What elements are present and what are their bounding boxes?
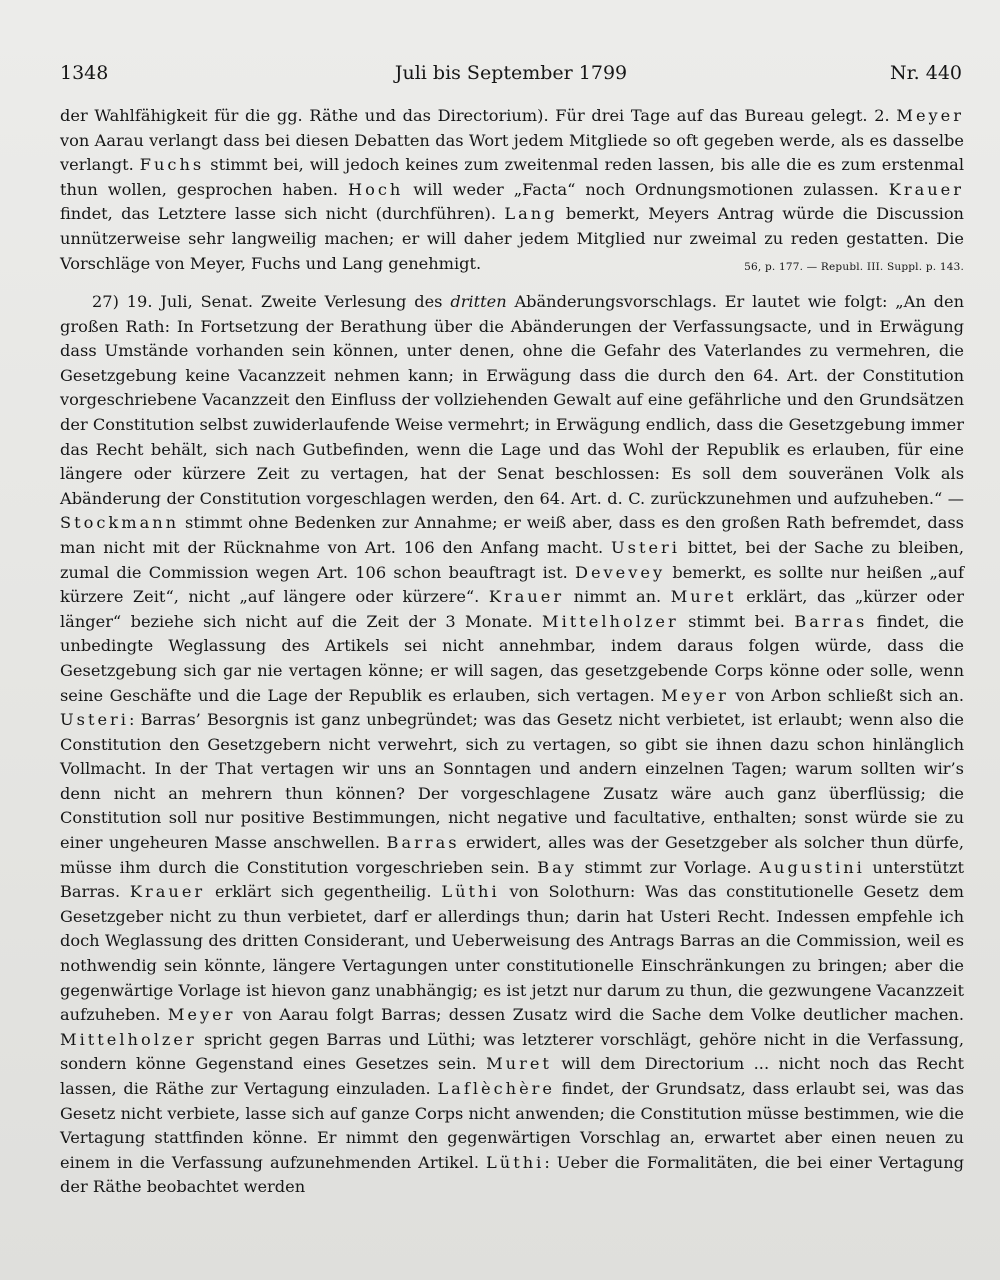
text-run: stimmt bei.: [678, 611, 795, 631]
speaker-name: Lüthi: [486, 1152, 545, 1172]
text-run: von Aarau folgt Barras; dessen Zusatz wird die Sache dem Volke deutlicher machen.: [235, 1005, 964, 1025]
speaker-name: Laflèchère: [437, 1079, 555, 1098]
source-reference: 56, p. 177. — Republ. III. Suppl. p. 143.: [744, 260, 964, 273]
page-header: [60, 62, 962, 90]
text-run: : Barras’ Besorgnis ist ganz unbegründet; was das Gesetz nicht verbietet, ist erlaubt; wenn also die Constitution den Gesetzgebern nicht verwehrt, sich zu vertagen, so gibt sie ihnen dazu schon hinlänglich Vollmacht. In der That vertagen wir uns an Sonntagen und andern einzelnen Tagen; warum sollten wir’s denn nicht an mehrern thun können? Der vorgeschlagene Zusatz wäre auch ganz überflüssig; die Constitution soll nur positive Bestimmungen, nicht negative und facultative, enthalten; sonst würde sie zu einer ungeheuren Masse anschwellen.: [60, 710, 964, 853]
text-run: von Solothurn: Was das constitutionelle Gesetz dem Gesetzgeber nicht zu thun verbietet, darf er allerdings thun; darin hat Usteri Recht. Indessen empfehle ich doch Weglassung des dritten Considerant, und Ueberweisung des Antrags Barras an die Commission, weil es nothwendig sein könnte, längere Vertagungen unter constitutionelle Einschränkungen zu bringen; aber die gegenwärtige Vorlage ist hievon ganz unabhängig; es ist jetzt nur darum zu thun, die gezwungene Vacanzzeit aufzuheben.: [60, 882, 964, 1025]
speaker-name: Muret: [486, 1054, 552, 1074]
speaker-name: Mittelholzer: [542, 611, 679, 631]
paragraph-item-27: [60, 290, 964, 1200]
text-run: stimmt ohne Bedenken zur Annahme; er weiß aber, dass es den großen Rath befremdet, dass man nicht mit der Rücknahme von Art. 106 den Anfang macht.: [60, 513, 964, 557]
speaker-name: Barras: [794, 611, 868, 631]
speaker-name: Lüthi: [441, 882, 500, 902]
speaker-name: Barras: [386, 833, 460, 853]
speaker-name: Krauer: [488, 587, 565, 607]
text-run: will dem Directorium ... nicht noch das Recht lassen, die Räthe zur Vertagung einzuladen.: [60, 1054, 965, 1098]
text-run: nimmt an.: [564, 587, 671, 607]
speaker-name: Augustini: [759, 857, 865, 877]
text-run: von Arbon schließt sich an.: [728, 685, 964, 705]
text-run: will weder „Facta“ noch Ordnungsmotionen zulassen.: [403, 179, 889, 199]
text-run: findet, das Letztere lasse sich nicht (durchführen).: [60, 204, 505, 224]
text-run: 27) 19. Juli, Senat. Zweite Verlesung des: [92, 292, 451, 311]
text-run: unterstützt Barras.: [60, 857, 964, 902]
text-run: erwidert, alles was der Gesetzgeber als solcher thun dürfe, müsse ihm durch die Constitution vorgeschrieben sein.: [60, 833, 964, 877]
text-run: erklärt sich gegentheilig.: [205, 882, 442, 902]
text-run: : Ueber die Formalitäten, die bei einer Vertagung der Räthe beobachtet werden: [60, 1152, 964, 1197]
speaker-name: Meyer: [167, 1005, 236, 1025]
page-number: 1348: [60, 62, 109, 84]
speaker-name: Bay: [537, 857, 577, 877]
speaker-name: Krauer: [129, 882, 206, 902]
text-run: erklärt, das „kürzer oder länger“ beziehe sich nicht auf die Zeit der 3 Monate.: [60, 587, 964, 631]
speaker-name: Mittelholzer: [60, 1029, 197, 1049]
text-run: bittet, bei der Sache zu bleiben, zumal die Commission wegen Art. 106 schon beauftragt ist.: [60, 537, 965, 582]
text-run: von Aarau verlangt dass bei diesen Debatten das Wort jedem Mitgliede so oft gegeben werde, als es dasselbe verlangt.: [60, 130, 964, 175]
speaker-name: Usteri: [611, 537, 680, 557]
text-run: findet, die unbedingte Weglassung des Artikels sei nicht annehmbar, indem daraus folgen würde, dass die Gesetzgebung sich gar nie vertagen könne; er will sagen, das gesetzgebende Corps könne oder solle, wenn seine Geschäfte und die Lage der Republik es erlauben, sich vertagen.: [60, 611, 964, 705]
text-run: findet, der Grundsatz, dass erlaubt sei, was das Gesetz nicht verbiete, lasse sich auf ganze Corps nicht anwenden; die Constitution müsse bestimmen, wie die Vertagung stattfinden könne. Er nimmt den gegenwärtigen Vorschlag an, erwartet aber einen neuen zu einem in die Verfassung aufzunehmenden Artikel.: [60, 1079, 965, 1172]
speaker-name: Usteri: [60, 710, 129, 730]
text-run: bemerkt, Meyers Antrag würde die Discussion unnützerweise sehr langweilig machen; er will daher jedem Mitglied nur zweimal zu reden gestatten. Die Vorschläge von Meyer, Fuchs und Lang genehmigt.: [60, 204, 964, 273]
speaker-name: Lang: [504, 204, 558, 224]
text-run: bemerkt, es sollte nur heißen „auf kürzere Zeit“, nicht „auf längere oder kürzere“.: [60, 562, 965, 607]
text-run: der Wahlfähigkeit für die gg. Räthe und das Directorium). Für drei Tage auf das Bureau gelegt. 2.: [60, 106, 897, 125]
speaker-name: Devevey: [574, 562, 666, 582]
speaker-name: Meyer: [661, 685, 729, 705]
speaker-name: Meyer: [896, 106, 964, 125]
text-run: stimmt zur Vorlage.: [576, 857, 760, 877]
paragraph-continuation: [60, 104, 964, 279]
text-run: spricht gegen Barras und Lüthi; was letzterer vorschlägt, gehöre nicht in die Verfassung, sondern könne Gegenstand eines Gesetzes sein.: [60, 1029, 964, 1074]
text-run: Abänderungsvorschlags. Er lautet wie folgt: „An den großen Rath: In Fortsetzung der Berathung über die Abänderungen der Verfassungsacte, und in Erwägung dass Umstände vorhanden sein können, unter denen, ohne die Gefahr des Vaterlandes zu vermehren, die Gesetzgebung keine Vacanzzeit nehmen kann; in Erwägung dass die durch den 64. Art. der Constitution vorgeschriebene Vacanzzeit den Einfluss der vollziehenden Gewalt auf eine gefährliche und den Grundsätzen der Constitution selbst zuwiderlaufende Weise vermehrt; in Erwägung endlich, dass die Gesetzgebung immer das Recht behält, sich nach Gutbefinden, wenn die Lage und das Wohl der Republik es erlauben, für eine längere oder kürzere Zeit zu vertagen, hat der Senat beschlossen: Es soll dem souveränen Volk als Abänderung der Constitution vorgeschlagen werden, den 64. Art. d. C. zurückzunehmen und aufzuheben.“ —: [60, 292, 964, 508]
speaker-name: Stockmann: [60, 513, 180, 533]
emphasis-text: dritten: [450, 292, 507, 311]
speaker-name: Hoch: [347, 179, 404, 199]
document-number: Nr. 440: [890, 62, 962, 84]
text-run: stimmt bei, will jedoch keines zum zweitenmal reden lassen, bis alle die es zum erstenmal thun wollen, gesprochen haben.: [60, 155, 965, 199]
speaker-name: Fuchs: [139, 155, 205, 175]
speaker-name: Muret: [670, 587, 737, 607]
running-title: Juli bis September 1799: [394, 62, 628, 84]
speaker-name: Krauer: [888, 179, 964, 199]
